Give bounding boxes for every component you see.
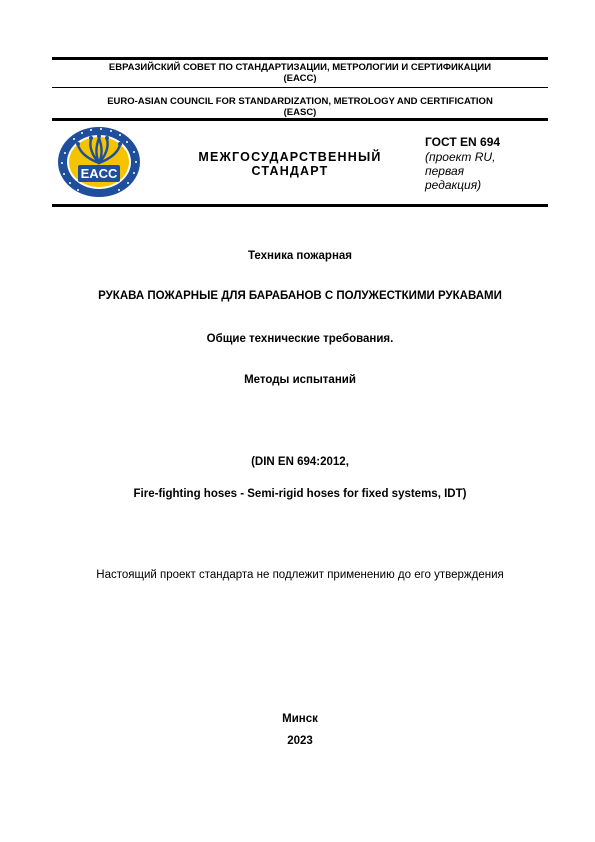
subtitle-requirements: Общие технические требования. [206,333,394,345]
standard-type-line1: МЕЖГОСУДАРСТВЕННЫЙ [198,150,382,164]
ru-council-name: ЕВРАЗИЙСКИЙ СОВЕТ ПО СТАНДАРТИЗАЦИИ, МЕТРОЛОГИИ И СЕРТИФИКАЦИИ [108,62,492,73]
header-divider [52,87,548,88]
subtitle-test-methods: Методы испытаний [244,374,356,386]
city: Минск [282,713,318,725]
en-council-abbr: (EASC) [283,107,317,118]
subject: Техника пожарная [247,250,353,262]
draft-status-line2: первая [425,164,465,178]
draft-status-line1: (проект RU, [425,150,496,164]
standard-designation: ГОСТ EN 694 [425,135,501,149]
draft-status-line3: редакция) [425,178,482,192]
easc-logo [56,125,142,199]
title-block-bottom-rule [52,204,548,207]
standard-type-line2: СТАНДАРТ [251,164,329,178]
top-rule [52,57,548,60]
approval-notice: Настоящий проект стандарта не подлежит применению до его утверждения [96,569,504,581]
main-title: РУКАВА ПОЖАРНЫЕ ДЛЯ БАРАБАНОВ С ПОЛУЖЕСТКИМИ РУКАВАМИ [98,290,502,302]
logo-emblem-text: EACC [80,166,118,181]
title-block-top-rule [52,118,548,121]
en-council-name: EURO-ASIAN COUNCIL FOR STANDARDIZATION, METROLOGY AND CERTIFICATION [107,96,493,107]
reference-title: Fire-fighting hoses - Semi-rigid hoses for fixed systems, IDT) [133,488,467,500]
reference-standard: (DIN EN 694:2012, [251,456,349,468]
ru-council-abbr: (ЕАСС) [283,73,317,84]
year: 2023 [287,735,313,747]
